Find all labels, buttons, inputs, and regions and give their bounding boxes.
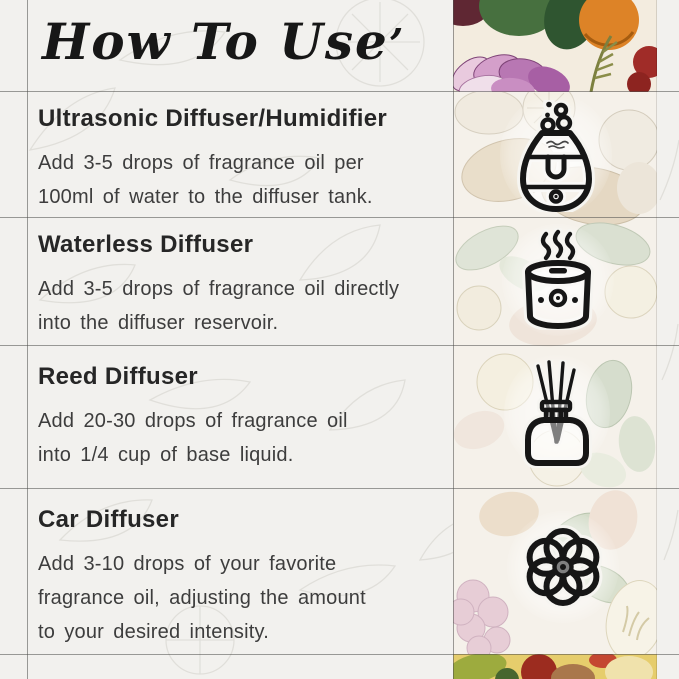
divider-line-1 <box>0 91 679 92</box>
section-body-line: 100ml of water to the diffuser tank. <box>38 186 373 208</box>
divider-line-4 <box>0 488 679 489</box>
section-body-line: into the diffuser reservoir. <box>38 312 279 334</box>
collage-top-band <box>453 0 657 104</box>
title-flourish: ’ <box>388 20 404 69</box>
section-body-line: Add 3-5 drops of fragrance oil per <box>38 152 364 174</box>
section-waterless-diffuser <box>38 230 443 340</box>
divider-line-2 <box>0 217 679 218</box>
section-body-line: Add 3-5 drops of fragrance oil directly <box>38 278 400 300</box>
section-body-line: Add 20-30 drops of fragrance oil <box>38 410 348 432</box>
page-title: How To Use’ <box>42 12 404 71</box>
divider-line-5 <box>0 654 679 655</box>
section-body-line: to your desired intensity. <box>38 621 269 643</box>
waterless-diffuser-icon <box>514 228 602 330</box>
ultrasonic-humidifier-icon <box>515 100 597 212</box>
section-reed-diffuser <box>38 362 443 472</box>
divider-line-3 <box>0 345 679 346</box>
section-car-diffuser <box>38 505 443 649</box>
reed-diffuser-icon <box>518 360 596 468</box>
left-border-line <box>27 0 28 679</box>
car-diffuser-flower-icon <box>519 523 607 611</box>
section-ultrasonic-diffuser <box>38 104 443 214</box>
section-heading: Ultrasonic Diffuser/Humidifier <box>38 105 388 132</box>
strip-border-line <box>453 0 454 679</box>
section-body-line: fragrance oil, adjusting the amount <box>38 587 366 609</box>
section-body-line: Add 3-10 drops of your favorite <box>38 553 337 575</box>
section-heading: Car Diffuser <box>38 506 179 533</box>
section-body-line: into 1/4 cup of base liquid. <box>38 444 294 466</box>
section-heading: Waterless Diffuser <box>38 231 254 258</box>
section-heading: Reed Diffuser <box>38 363 198 390</box>
